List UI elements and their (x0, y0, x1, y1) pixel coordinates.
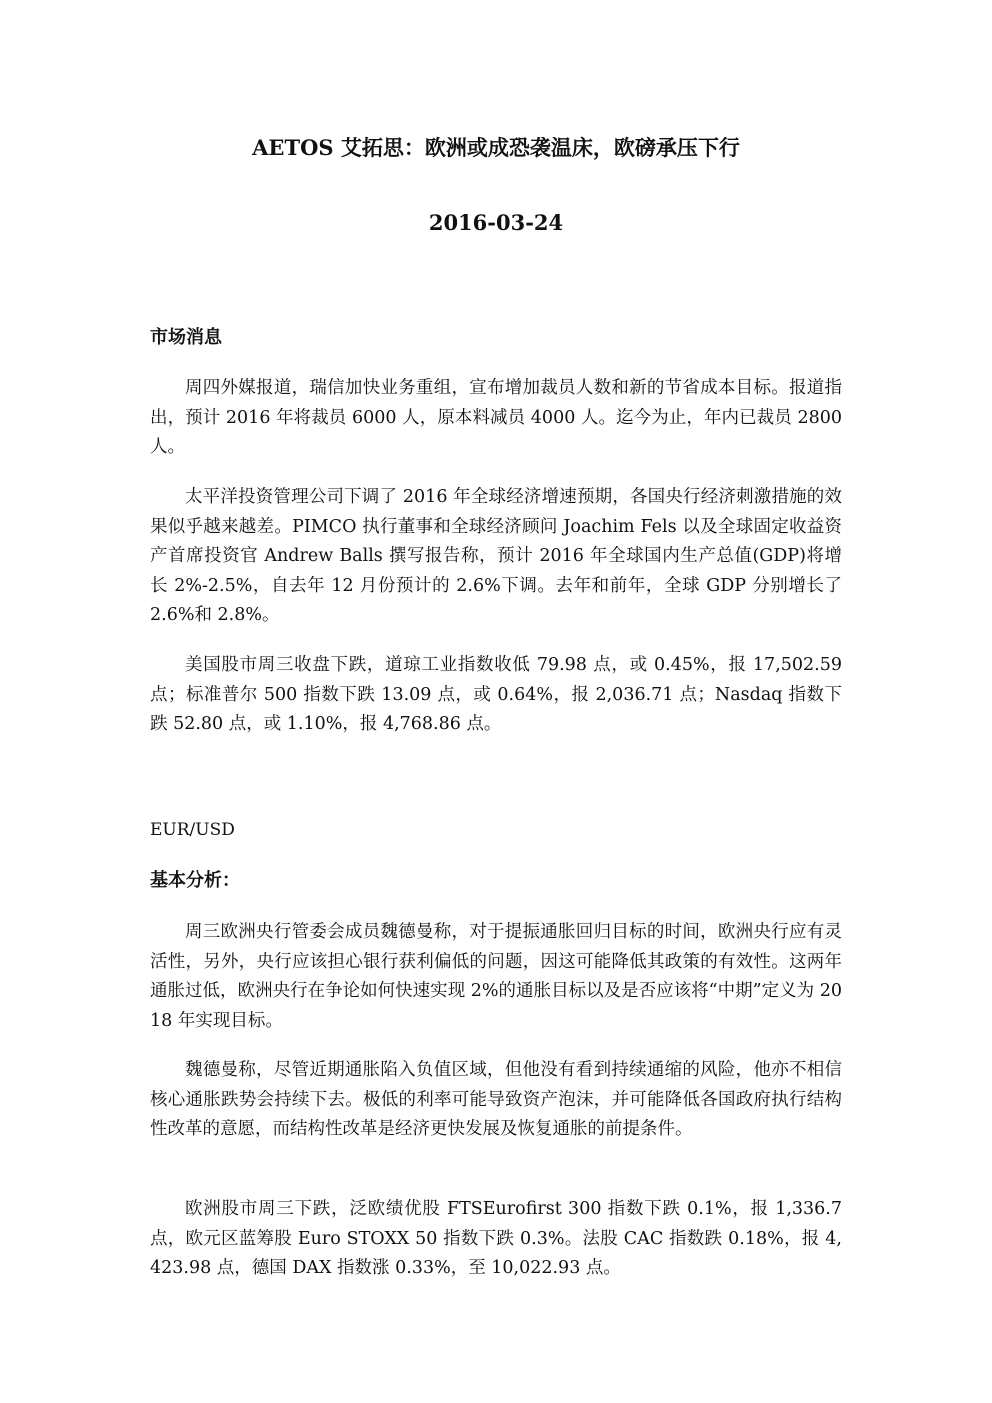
fundamentals-paragraph-3: 欧洲股市周三下跌，泛欧绩优股 FTSEurofirst 300 指数下跌 0.1%，报 1,336.7 点，欧元区蓝筹股 Euro STOXX 50 指数下跌 0.3%。法股 CAC 指数跌 0.18%，报 4,423.98 点，德国 DAX 指数涨 0.33%，至 10,022.93 点。 (150, 1199, 842, 1278)
document-title: AETOS 艾拓思：欧洲或成恐袭温床，欧磅承压下行 (252, 135, 740, 160)
document-date: 2016-03-24 (428, 210, 564, 235)
fundamentals-paragraph-1: 周三欧洲央行管委会成员魏德曼称，对于提振通胀回归目标的时间，欧洲央行应有灵活性，另外，央行应该担心银行获利偏低的问题，因这可能降低其政策的有效性。这两年通胀过低，欧洲央行在争论如何快速实现 2%的通胀目标以及是否应该将“中期”定义为 2018 年实现目标。 (150, 922, 842, 1031)
section-label-eurusd: EUR/USD (150, 820, 235, 840)
section-heading-fundamentals: 基本分析： (150, 870, 240, 891)
market-news-paragraph-2: 太平洋投资管理公司下调了 2016 年全球经济增速预期，各国央行经济刺激措施的效果似乎越来越差。PIMCO 执行董事和全球经济顾问 Joachim Fels 以及全球固定收益资产首席投资官 Andrew Balls 撰写报告称，预计 2016 年全球国内生产总值(GDP)将增长 2%-2.5%，自去年 12 月份预计的 2.6%下调。去年和前年，全球 GDP 分别增长了 2.6%和 2.8%。 (150, 487, 842, 625)
section-heading-market-news: 市场消息 (150, 327, 222, 348)
fundamentals-paragraph-2: 魏德曼称，尽管近期通胀陷入负值区域，但他没有看到持续通缩的风险，他亦不相信核心通胀跌势会持续下去。极低的利率可能导致资产泡沫，并可能降低各国政府执行结构性改革的意愿，而结构性改革是经济更快发展及恢复通胀的前提条件。 (150, 1060, 842, 1139)
market-news-paragraph-3: 美国股市周三收盘下跌，道琼工业指数收低 79.98 点，或 0.45%，报 17,502.59 点；标准普尔 500 指数下跌 13.09 点，或 0.64%，报 2,036.71 点；Nasdaq 指数下跌 52.80 点，或 1.10%，报 4,768.86 点。 (150, 655, 842, 734)
market-news-paragraph-1: 周四外媒报道，瑞信加快业务重组，宣布增加裁员人数和新的节省成本目标。报道指出，预计 2016 年将裁员 6000 人，原本料减员 4000 人。迄今为止，年内已裁员 2800 人。 (150, 378, 842, 457)
